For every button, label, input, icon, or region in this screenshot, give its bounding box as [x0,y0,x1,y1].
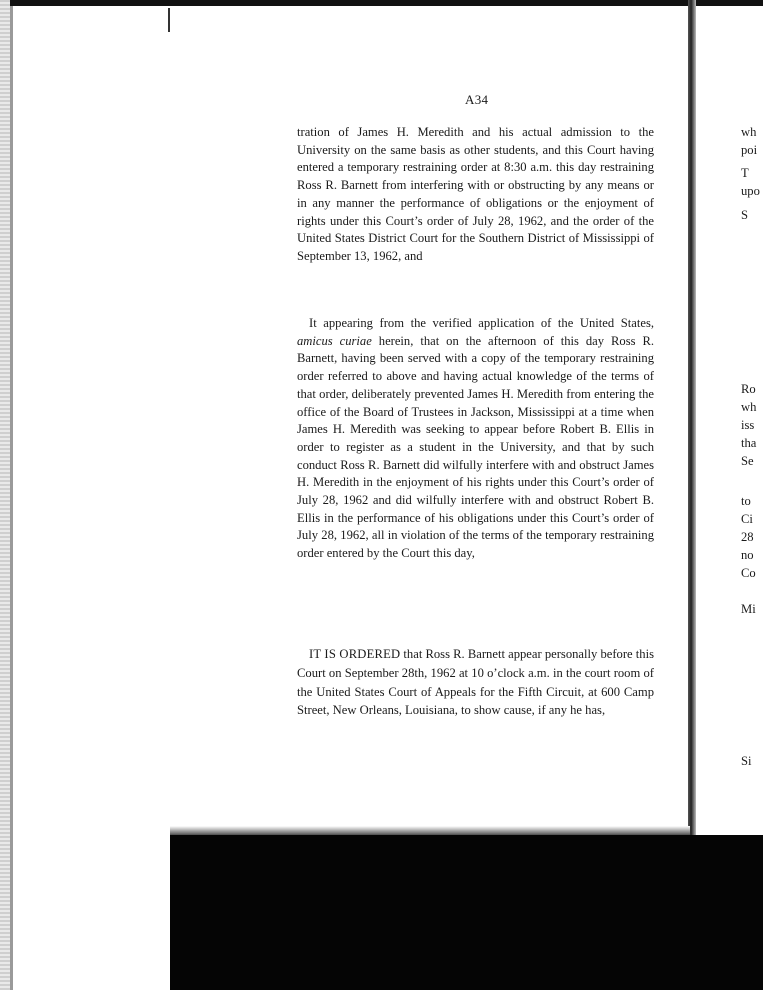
facing-page-fragment: S [741,208,749,222]
paragraph-2 [297,315,654,563]
paragraph-3-text [297,645,654,720]
facing-page-fragment: Co [741,566,756,580]
facing-page-fragment: tha [741,436,757,450]
facing-page-fragment: 28 [741,530,754,544]
scan-artifact-mark [168,8,170,32]
scan-bottom-shadow [170,835,763,990]
paragraph-2-text [297,315,654,563]
facing-page-fragment: wh [741,125,757,139]
facing-page-fragment: poi [741,143,758,157]
facing-page-fragment: Ci [741,512,753,526]
facing-page-fragment: iss [741,418,755,432]
paragraph-2-body: herein, that on the afternoon of this day Ross R. Barnett, having been served with a copy of the temporary restraining order referred to above and having actual knowledge of the terms of that order, deliberately prevented James H. Meredith from entering the office of the Board of Trustees in Jackson, Mississippi at a time when James H. Meredith was seeking to appear before Robert B. Ellis in order to register as a student in the University, and that by such conduct Ross R. Barnett did wilfully interfere with and obstruct James H. Meredith in the enjoyment of his rights under this Court’s order of July 28, 1962 and did wilfully interfere with and obstruct Robert B. Ellis in the performance of his obligations under this Court’s order of July 28, 1962, all in violation of the terms of the temporary restraining order entered by the Court this day, [297,333,654,561]
facing-page-fragment: no [741,548,754,562]
paragraph-2-latin-term: amicus curiae [297,333,372,348]
facing-page-fragment: wh [741,400,757,414]
order-heading-caps: IT IS ORDERED [309,647,401,661]
facing-page-fragment: Se [741,454,754,468]
facing-page-fragment: Ro [741,382,756,396]
paragraph-3-body: that Ross R. Barnett appear personally before this Court on September 28th, 1962 at 10 o’clock a.m. in the court room of the United States Court of Appeals for the Fifth Circuit, at 600 Camp Street, New Orleans, Louisiana, to show cause, if any he has, [297,647,654,718]
facing-page-fragment: Si [741,754,752,768]
paragraph-1-text: tration of James H. Meredith and his actual admission to the University on the same basis as other students, and this Court having entered a temporary restraining order at 8:30 a.m. this day restraining Ross R. Barnett from interfering with or obstructing by any means or in any manner the performance of obligations or the enjoyment of rights under this Court’s order of July 28, 1962, and the order of the United States District Court for the Southern District of Mississippi of September 13, 1962, and [297,125,654,263]
scan-top-border [0,0,763,6]
scan-left-edge [0,0,10,990]
scan-left-shadow [10,6,13,990]
page-number: A34 [465,92,489,107]
facing-page-fragment: Mi [741,602,756,616]
facing-page-fragment: T [741,166,749,180]
paragraph-2-lead: It appearing from the verified application of the United States, [309,316,654,330]
paragraph-3 [297,645,654,720]
facing-page-fragment: to [741,494,751,508]
facing-page-fragment: upo [741,184,760,198]
paragraph-1 [297,124,654,266]
